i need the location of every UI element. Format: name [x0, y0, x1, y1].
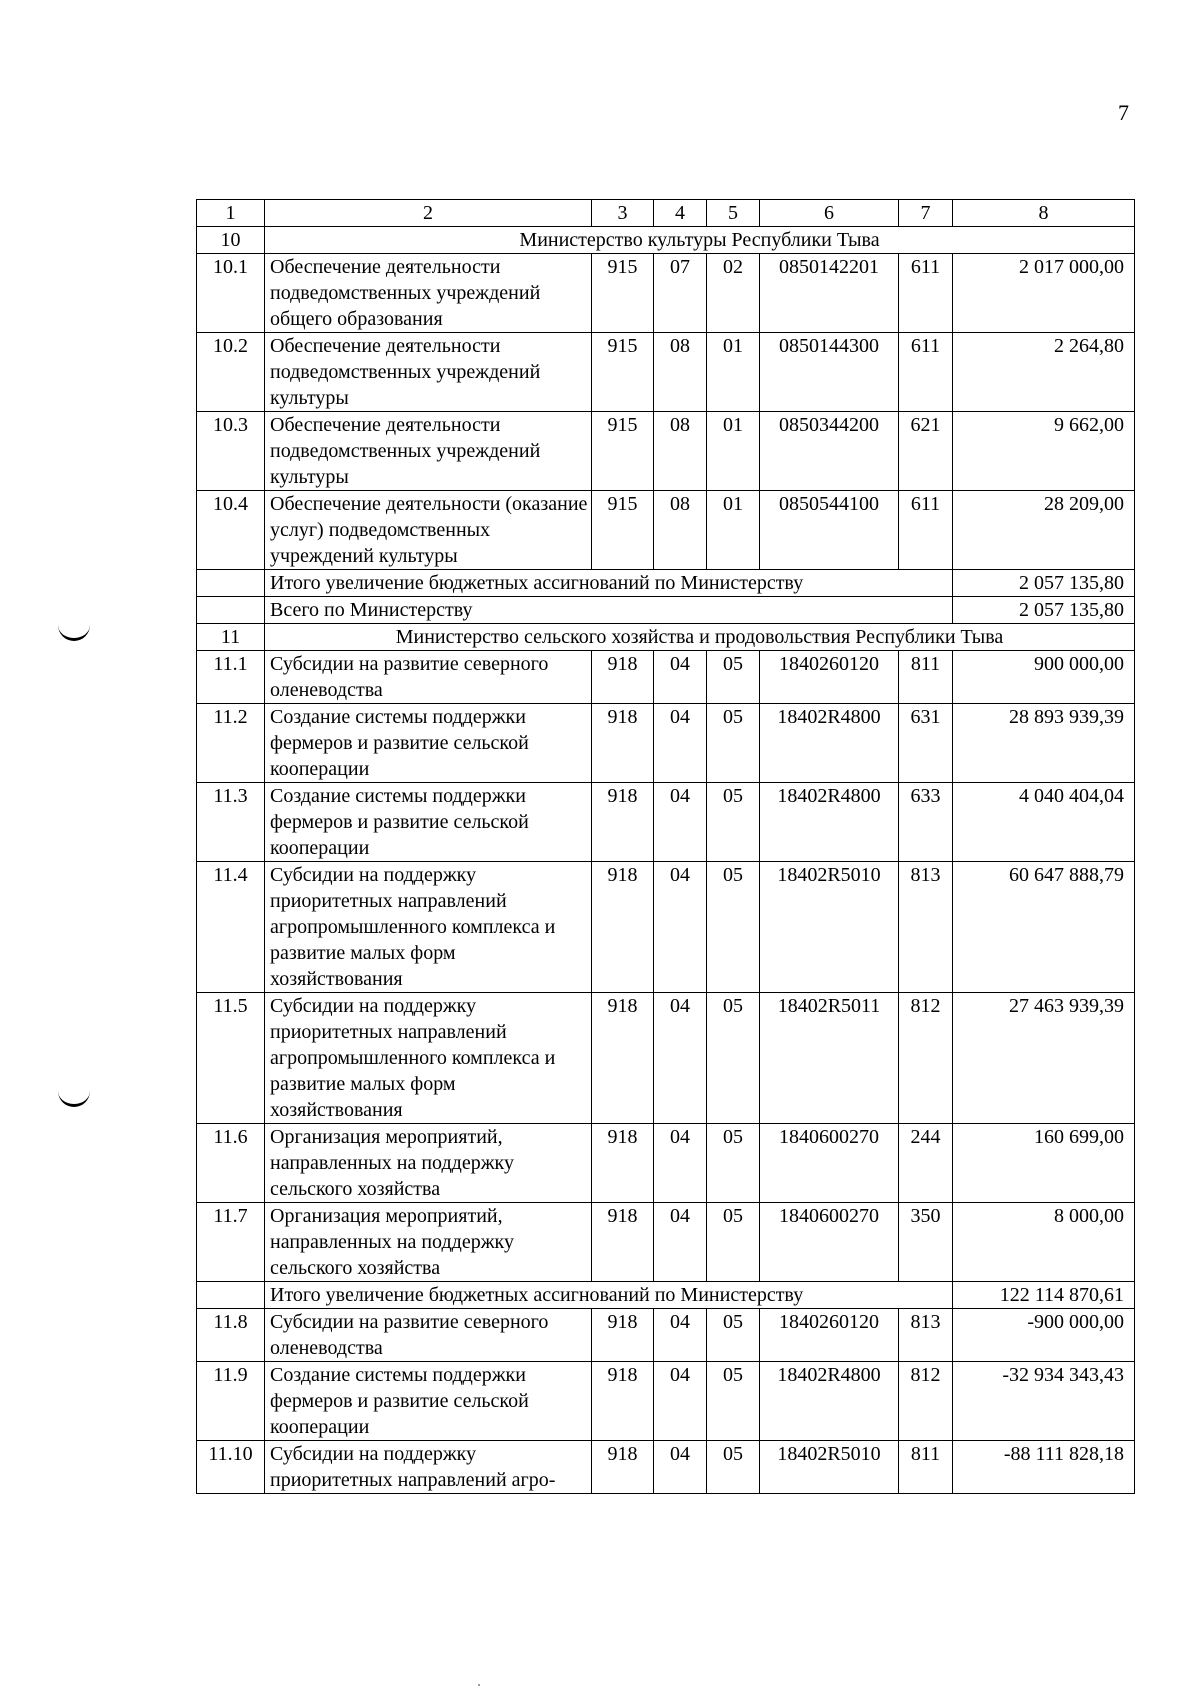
- ministry-code: 918: [592, 1124, 654, 1203]
- ministry-code: 918: [592, 783, 654, 862]
- section-code: 04: [654, 1203, 707, 1282]
- total-label: Всего по Министерству: [265, 597, 953, 624]
- expense-type-code: 633: [899, 783, 953, 862]
- target-article-code: 0850144300: [760, 333, 899, 412]
- target-article-code: 0850344200: [760, 412, 899, 491]
- target-article-code: 18402R5010: [760, 1441, 899, 1494]
- table-row: [197, 333, 1135, 412]
- table-row: [197, 491, 1135, 570]
- ministry-code: 918: [592, 993, 654, 1124]
- table-row: [197, 412, 1135, 491]
- row-number: 11.1: [197, 651, 265, 704]
- header-cell: 5: [707, 200, 760, 227]
- row-description: Субсидии на поддержку приоритетных направлений агропромышленного комплекса и развитие малых форм хозяйствования: [265, 862, 592, 993]
- increase-total-row: [197, 570, 1135, 597]
- subsection-code: 05: [707, 1309, 760, 1362]
- section-code: 04: [654, 1309, 707, 1362]
- ministry-code: 915: [592, 333, 654, 412]
- ministry-code: 918: [592, 1203, 654, 1282]
- amount: -88 111 828,18: [953, 1441, 1135, 1494]
- amount: -900 000,00: [953, 1309, 1135, 1362]
- row-number: 11.3: [197, 783, 265, 862]
- header-cell: 4: [654, 200, 707, 227]
- target-article-code: 18402R5011: [760, 993, 899, 1124]
- ministry-code: 915: [592, 254, 654, 333]
- header-cell: 3: [592, 200, 654, 227]
- subsection-code: 05: [707, 783, 760, 862]
- subsection-code: 05: [707, 1441, 760, 1494]
- amount: 27 463 939,39: [953, 993, 1135, 1124]
- subsection-code: 01: [707, 412, 760, 491]
- table-row: [197, 1309, 1135, 1362]
- row-description: Создание системы поддержки фермеров и развитие сельской кооперации: [265, 1362, 592, 1441]
- ministry-code: 918: [592, 1441, 654, 1494]
- ministry-total-row: [197, 597, 1135, 624]
- amount: 2 017 000,00: [953, 254, 1135, 333]
- section-title: Министерство культуры Республики Тыва: [265, 227, 1135, 254]
- section-number: 10: [197, 227, 265, 254]
- table-row: [197, 651, 1135, 704]
- row-number: 11.10: [197, 1441, 265, 1494]
- expense-type-code: 811: [899, 651, 953, 704]
- row-description: Обеспечение деятельности подведомственных учреждений культуры: [265, 333, 592, 412]
- expense-type-code: 811: [899, 1441, 953, 1494]
- expense-type-code: 631: [899, 704, 953, 783]
- header-cell: 2: [265, 200, 592, 227]
- amount: 160 699,00: [953, 1124, 1135, 1203]
- row-description: Субсидии на развитие северного оленеводства: [265, 1309, 592, 1362]
- table-row: [197, 783, 1135, 862]
- row-number: 11.6: [197, 1124, 265, 1203]
- expense-type-code: 621: [899, 412, 953, 491]
- ministry-code: 918: [592, 1309, 654, 1362]
- target-article-code: 18402R4800: [760, 783, 899, 862]
- target-article-code: 18402R4800: [760, 704, 899, 783]
- amount: 900 000,00: [953, 651, 1135, 704]
- section-header-row: [197, 624, 1135, 651]
- row-number: 10.1: [197, 254, 265, 333]
- target-article-code: 18402R5010: [760, 862, 899, 993]
- row-number: 10.2: [197, 333, 265, 412]
- target-article-code: 1840260120: [760, 1309, 899, 1362]
- subsection-code: 02: [707, 254, 760, 333]
- expense-type-code: 813: [899, 1309, 953, 1362]
- total-value: 2 057 135,80: [953, 570, 1135, 597]
- table-row: [197, 254, 1135, 333]
- total-label: Итого увеличение бюджетных ассигнований по Министерству: [265, 1282, 953, 1309]
- subsection-code: 05: [707, 1203, 760, 1282]
- subsection-code: 05: [707, 862, 760, 993]
- empty-cell: [197, 597, 265, 624]
- section-code: 08: [654, 491, 707, 570]
- amount: 4 040 404,04: [953, 783, 1135, 862]
- target-article-code: 0850544100: [760, 491, 899, 570]
- row-description: Субсидии на развитие северного оленеводства: [265, 651, 592, 704]
- section-code: 04: [654, 1441, 707, 1494]
- section-code: 04: [654, 993, 707, 1124]
- target-article-code: 1840600270: [760, 1124, 899, 1203]
- row-number: 11.8: [197, 1309, 265, 1362]
- table-row: [197, 1124, 1135, 1203]
- row-description: Создание системы поддержки фермеров и развитие сельской кооперации: [265, 704, 592, 783]
- table-row: [197, 1203, 1135, 1282]
- table-row: [197, 704, 1135, 783]
- amount: 9 662,00: [953, 412, 1135, 491]
- scan-speck: [478, 1684, 480, 1686]
- row-description: Обеспечение деятельности подведомственных учреждений культуры: [265, 412, 592, 491]
- amount: -32 934 343,43: [953, 1362, 1135, 1441]
- section-number: 11: [197, 624, 265, 651]
- section-code: 04: [654, 1362, 707, 1441]
- amount: 2 264,80: [953, 333, 1135, 412]
- subsection-code: 05: [707, 704, 760, 783]
- section-code: 08: [654, 412, 707, 491]
- row-description: Субсидии на поддержку приоритетных направлений агро-: [265, 1441, 592, 1494]
- table-row: [197, 1362, 1135, 1441]
- header-cell: 8: [953, 200, 1135, 227]
- header-cell: 6: [760, 200, 899, 227]
- total-label: Итого увеличение бюджетных ассигнований по Министерству: [265, 570, 953, 597]
- subsection-code: 01: [707, 491, 760, 570]
- increase-total-row: [197, 1282, 1135, 1309]
- expense-type-code: 812: [899, 993, 953, 1124]
- expense-type-code: 244: [899, 1124, 953, 1203]
- margin-mark: [58, 1090, 90, 1107]
- section-title: Министерство сельского хозяйства и продовольствия Республики Тыва: [265, 624, 1135, 651]
- row-number: 11.4: [197, 862, 265, 993]
- header-cell: 7: [899, 200, 953, 227]
- ministry-code: 915: [592, 412, 654, 491]
- amount: 8 000,00: [953, 1203, 1135, 1282]
- row-description: Создание системы поддержки фермеров и развитие сельской кооперации: [265, 783, 592, 862]
- table-row: [197, 1441, 1135, 1494]
- subsection-code: 05: [707, 1124, 760, 1203]
- row-description: Обеспечение деятельности подведомственных учреждений общего образования: [265, 254, 592, 333]
- section-code: 04: [654, 704, 707, 783]
- section-code: 04: [654, 1124, 707, 1203]
- header-row: [197, 200, 1135, 227]
- page-number: 7: [1118, 100, 1129, 125]
- ministry-code: 918: [592, 704, 654, 783]
- section-code: 07: [654, 254, 707, 333]
- target-article-code: 0850142201: [760, 254, 899, 333]
- section-code: 04: [654, 862, 707, 993]
- budget-table: [196, 199, 1135, 1494]
- expense-type-code: 813: [899, 862, 953, 993]
- row-number: 11.2: [197, 704, 265, 783]
- subsection-code: 05: [707, 993, 760, 1124]
- table-row: [197, 862, 1135, 993]
- total-value: 2 057 135,80: [953, 597, 1135, 624]
- target-article-code: 1840260120: [760, 651, 899, 704]
- row-description: Организация мероприятий, направленных на поддержку сельского хозяйства: [265, 1124, 592, 1203]
- expense-type-code: 812: [899, 1362, 953, 1441]
- ministry-code: 915: [592, 491, 654, 570]
- amount: 28 893 939,39: [953, 704, 1135, 783]
- ministry-code: 918: [592, 862, 654, 993]
- ministry-code: 918: [592, 651, 654, 704]
- target-article-code: 1840600270: [760, 1203, 899, 1282]
- empty-cell: [197, 570, 265, 597]
- row-number: 11.7: [197, 1203, 265, 1282]
- target-article-code: 18402R4800: [760, 1362, 899, 1441]
- empty-cell: [197, 1282, 265, 1309]
- subsection-code: 05: [707, 1362, 760, 1441]
- section-code: 04: [654, 651, 707, 704]
- expense-type-code: 611: [899, 254, 953, 333]
- amount: 28 209,00: [953, 491, 1135, 570]
- row-description: Организация мероприятий, направленных на поддержку сельского хозяйства: [265, 1203, 592, 1282]
- row-number: 10.4: [197, 491, 265, 570]
- row-number: 11.9: [197, 1362, 265, 1441]
- expense-type-code: 611: [899, 333, 953, 412]
- amount: 60 647 888,79: [953, 862, 1135, 993]
- section-code: 08: [654, 333, 707, 412]
- row-number: 10.3: [197, 412, 265, 491]
- subsection-code: 05: [707, 651, 760, 704]
- section-code: 04: [654, 783, 707, 862]
- header-cell: 1: [197, 200, 265, 227]
- expense-type-code: 350: [899, 1203, 953, 1282]
- ministry-code: 918: [592, 1362, 654, 1441]
- table-row: [197, 993, 1135, 1124]
- expense-type-code: 611: [899, 491, 953, 570]
- row-number: 11.5: [197, 993, 265, 1124]
- section-header-row: [197, 227, 1135, 254]
- row-description: Обеспечение деятельности (оказание услуг) подведомственных учреждений культуры: [265, 491, 592, 570]
- total-value: 122 114 870,61: [953, 1282, 1135, 1309]
- subsection-code: 01: [707, 333, 760, 412]
- row-description: Субсидии на поддержку приоритетных направлений агропромышленного комплекса и развитие малых форм хозяйствования: [265, 993, 592, 1124]
- margin-mark: [58, 624, 90, 641]
